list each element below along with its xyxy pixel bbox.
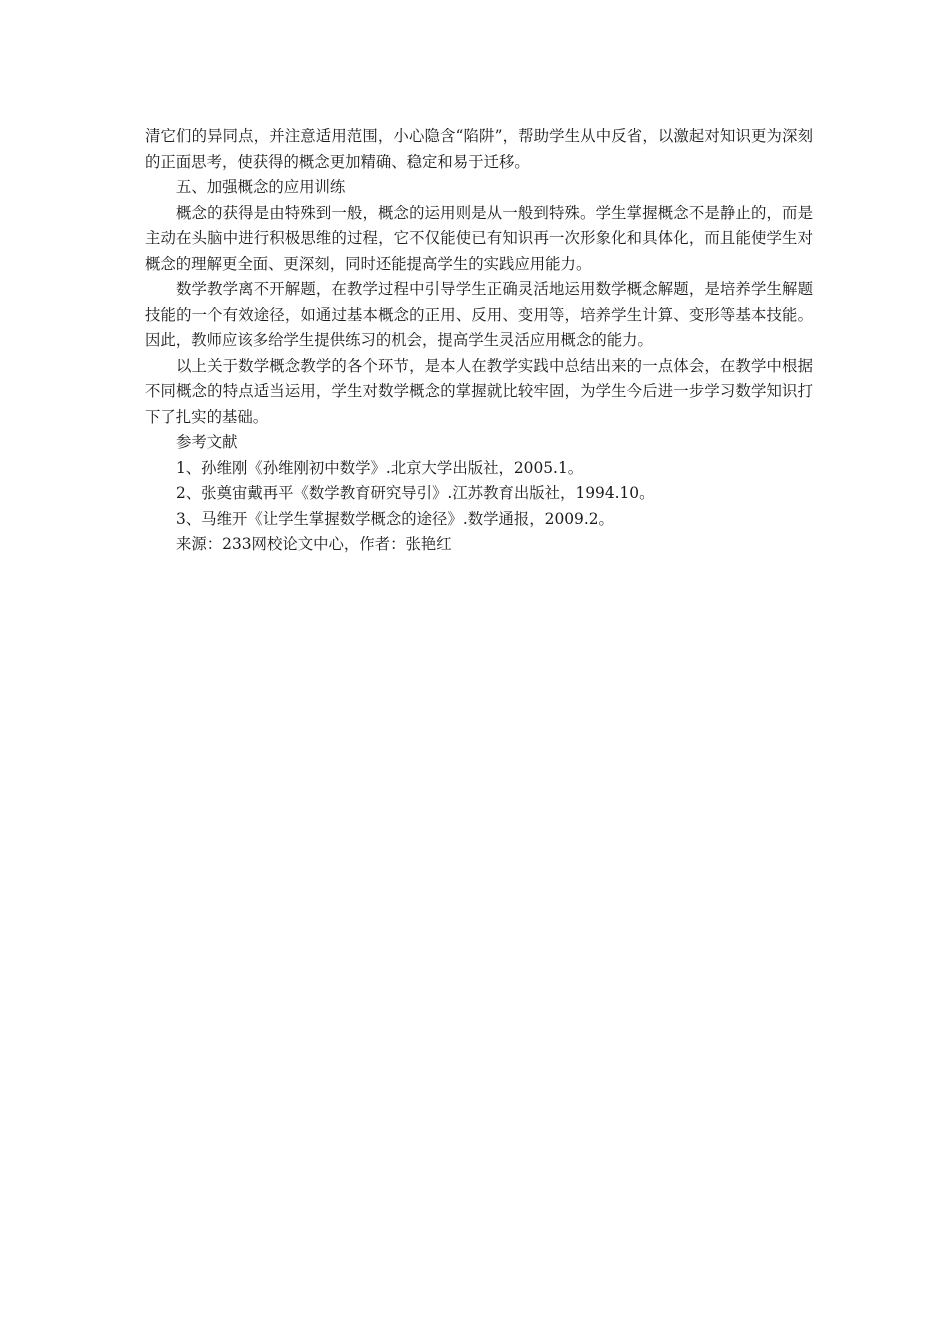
- reference-item: 3、马维开《让学生掌握数学概念的途径》.数学通报，2009.2。: [176, 509, 614, 528]
- paragraph: 概念的获得是由特殊到一般，概念的运用则是从一般到特殊。学生掌握概念不是静止的，而是主动在头脑中进行积极思维的过程，它不仅能使已有知识再一次形象化和具体化，而且能使学生对概念的理解更全面、更深刻，同时还能提高学生的实践应用能力。: [145, 203, 813, 273]
- reference-item: 1、孙维刚《孙维刚初中数学》.北京大学出版社，2005.1。: [176, 458, 584, 477]
- source-line: 来源：233网校论文中心，作者：张艳红: [176, 535, 452, 553]
- paragraph-conclusion: 以上关于数学概念教学的各个环节，是本人在教学实践中总结出来的一点体会，在教学中根据不同概念的特点适当运用，学生对数学概念的掌握就比较牢固，为学生今后进一步学习数学知识打下了扎实的基础。: [145, 356, 813, 426]
- reference-item: 2、张奠宙戴再平《数学教育研究导引》.江苏教育出版社，1994.10。: [176, 484, 655, 502]
- paragraph: 数学教学离不开解题，在教学过程中引导学生正确灵活地运用数学概念解题，是培养学生解题技能的一个有效途径，如通过基本概念的正用、反用、变用等，培养学生计算、变形等基本技能。因此，教师应该多给学生提供练习的机会，提高学生灵活应用概念的能力。: [145, 280, 813, 349]
- paragraph-continuation: 清它们的异同点，并注意适用范围，小心隐含“陷阱”，帮助学生从中反省，以激起对知识更为深刻的正面思考，使获得的概念更加精确、稳定和易于迁移。: [145, 127, 813, 171]
- document-body: [145, 124, 813, 558]
- section-heading: 五、加强概念的应用训练: [176, 178, 346, 196]
- references-heading: 参考文献: [176, 433, 238, 451]
